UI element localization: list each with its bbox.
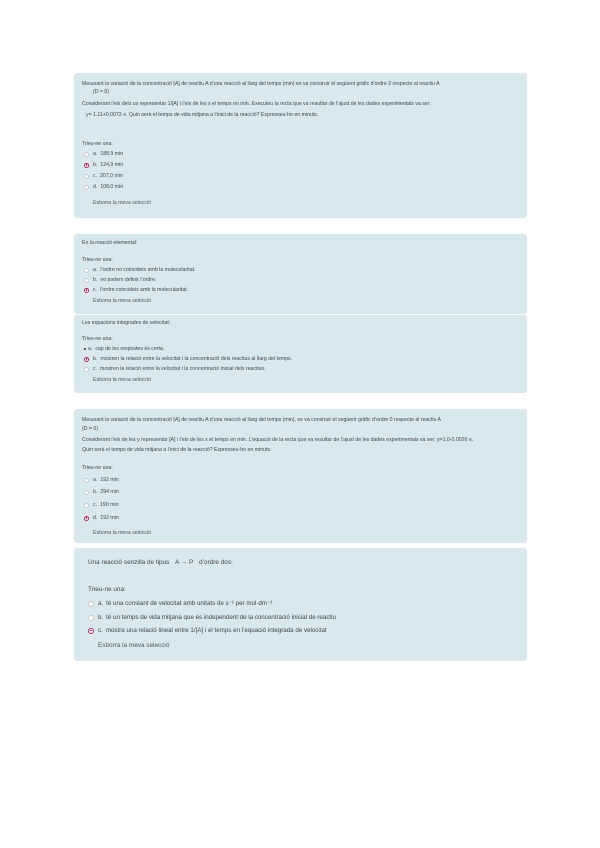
radio-button[interactable]	[84, 478, 89, 483]
unselected-marker[interactable]	[84, 348, 86, 350]
question-text: Considerant l’eix dels us representar 1/[A] i l’eix de les x el temps en min. Executeu la recta que va resultar de l’ajust de les dades experimentals va ser:	[82, 101, 431, 107]
answer-text: 192 min	[100, 477, 119, 483]
reaction-equation: A → P	[175, 559, 194, 566]
answer-text: 192 min	[100, 515, 119, 521]
answer-option[interactable]: b. 294 min	[84, 489, 119, 495]
answer-text: 108,0 min	[100, 184, 124, 190]
answer-option[interactable]: b. mostren la relació entre la velocitat i la concentració dels reactius al llarg del temps.	[84, 356, 292, 362]
question-text: Mesurant la variació de la concentració [A] de reactiu A d’una reacció al llarg del temps (min) es va construir el següent gràfic d’ordre 2 respecte al reactiu A	[82, 81, 440, 87]
choose-label: Trieu-ne una:	[82, 141, 113, 147]
question-text: Mesurant la variació de la concentració [A] de reactiu A d’una reacció al llarg del temps (min), es va construir el següent gràfic d’ordre 0 respecte al reactiu A	[82, 417, 441, 423]
radio-button[interactable]	[84, 278, 89, 283]
clear-selection-link[interactable]: Esborra la meva selecció	[93, 200, 151, 206]
radio-button-selected[interactable]	[84, 357, 89, 362]
radio-button[interactable]	[84, 490, 89, 495]
radio-button[interactable]	[84, 185, 89, 190]
radio-button-selected[interactable]	[84, 516, 89, 521]
answer-option[interactable]: c. l’ordre coincideix amb la molecularitat.	[84, 287, 188, 293]
radio-button[interactable]	[84, 268, 89, 273]
answer-option[interactable]: c. mostren la relació entre la velocitat i la concentració inicial dels reactius.	[84, 366, 266, 372]
answer-text: 294 min	[100, 489, 119, 495]
question-card-3	[74, 315, 527, 393]
answer-text: l’ordre coincideix amb la molecularitat.	[100, 287, 188, 293]
radio-button[interactable]	[84, 503, 89, 508]
question-text: (D = 0)	[93, 89, 109, 95]
question-text: Les equacions integrades de velocitat:	[82, 320, 171, 326]
answer-text: 190 min	[100, 502, 119, 508]
choose-label: Trieu-ne una:	[82, 336, 113, 342]
question-card-1	[74, 73, 527, 218]
radio-button[interactable]	[84, 367, 89, 372]
answer-option[interactable]: c. mostra una relació lineal entre 1/[A] i el temps en l’equació integrada de velocitat	[88, 627, 327, 634]
choose-label: Trieu-ne una:	[82, 465, 113, 471]
answer-text: 124,9 min	[100, 162, 124, 168]
radio-button[interactable]	[84, 152, 89, 157]
answer-text: té un temps de vida mitjana que és independent de la concentració inicial de reactiu	[106, 614, 336, 621]
answer-text: cap de les respostes és certa.	[95, 346, 165, 352]
question-text: Considerant l’eix de les y representar [A] i l’eix de les x el temps en min. L’equació de la recta que va resultar de l’ajust de les dades experimentals va ser: y=1.0-0.0026·x.	[82, 437, 474, 443]
clear-selection-link[interactable]: Esborra la meva selecció	[93, 530, 151, 536]
answer-option[interactable]: a. té una constant de velocitat amb unitats de s⁻¹ per mol·dm⁻³	[88, 600, 272, 607]
answer-option[interactable]: c. 207,0 min	[84, 173, 123, 179]
question-card-2	[74, 234, 527, 314]
answer-option[interactable]: d. 108,0 min	[84, 184, 123, 190]
radio-button[interactable]	[84, 174, 89, 179]
question-text: En la reacció elemental:	[82, 240, 138, 246]
answer-text: mostra una relació lineal entre 1/[A] i el temps en l’equació integrada de velocitat	[105, 627, 327, 634]
question-card-5	[74, 548, 527, 661]
radio-button-selected[interactable]	[84, 288, 89, 293]
answer-option[interactable]: a. 188,9 min	[84, 151, 123, 157]
answer-text: no podem definir l’ordre.	[100, 277, 157, 283]
choose-label: Trieu-ne una:	[88, 586, 126, 593]
radio-button[interactable]	[88, 615, 94, 621]
question-text: Una reacció senzilla de tipus A → P d’ordre dos:	[88, 559, 233, 566]
answer-option[interactable]: d. 192 min	[84, 515, 119, 521]
answer-text: 188,9 min	[100, 151, 124, 157]
question-card-4	[74, 409, 527, 543]
question-text: Quin serà el temps de vida mitjana a l’inici de la reacció? Expresseu-ho en minuts.	[82, 447, 272, 453]
answer-text: mostren la relació entre la velocitat i la concentració inicial dels reactius.	[100, 366, 266, 372]
answer-option[interactable]: b. 124,9 min	[84, 162, 123, 168]
answer-text: 207,0 min	[100, 173, 123, 179]
answer-option[interactable]: a. cap de les respostes és certa.	[84, 346, 164, 352]
radio-button[interactable]	[88, 601, 94, 607]
question-equation: y= 1.11+0.0072·x. Quin serà el temps de vida mitjana a l’inici de la reacció? Expresseu-ho en minuts.	[86, 112, 319, 118]
answer-option[interactable]: b. no podem definir l’ordre.	[84, 277, 156, 283]
radio-button-selected[interactable]	[84, 163, 89, 168]
radio-button-selected[interactable]	[88, 628, 94, 634]
clear-selection-link[interactable]: Esborra la meva selecció	[98, 642, 170, 649]
answer-option[interactable]: b. té un temps de vida mitjana que és independent de la concentració inicial de reactiu	[88, 614, 336, 621]
question-text: (D = 0)	[82, 426, 98, 432]
answer-option[interactable]: c. 190 min	[84, 502, 119, 508]
clear-selection-link[interactable]: Esborra la meva selecció	[93, 377, 151, 383]
answer-text: mostren la relació entre la velocitat i la concentració dels reactius al llarg del temps.	[100, 356, 293, 362]
answer-text: té una constant de velocitat amb unitats de s⁻¹ per mol·dm⁻³	[106, 600, 273, 607]
answer-option[interactable]: a. 192 min	[84, 477, 119, 483]
answer-option[interactable]: a. l’ordre no coincideix amb la molecularitat.	[84, 267, 195, 273]
clear-selection-link[interactable]: Esborra la meva selecció	[93, 298, 151, 304]
choose-label: Trieu-ne una:	[82, 257, 113, 263]
answer-text: l’ordre no coincideix amb la molecularitat.	[100, 267, 196, 273]
